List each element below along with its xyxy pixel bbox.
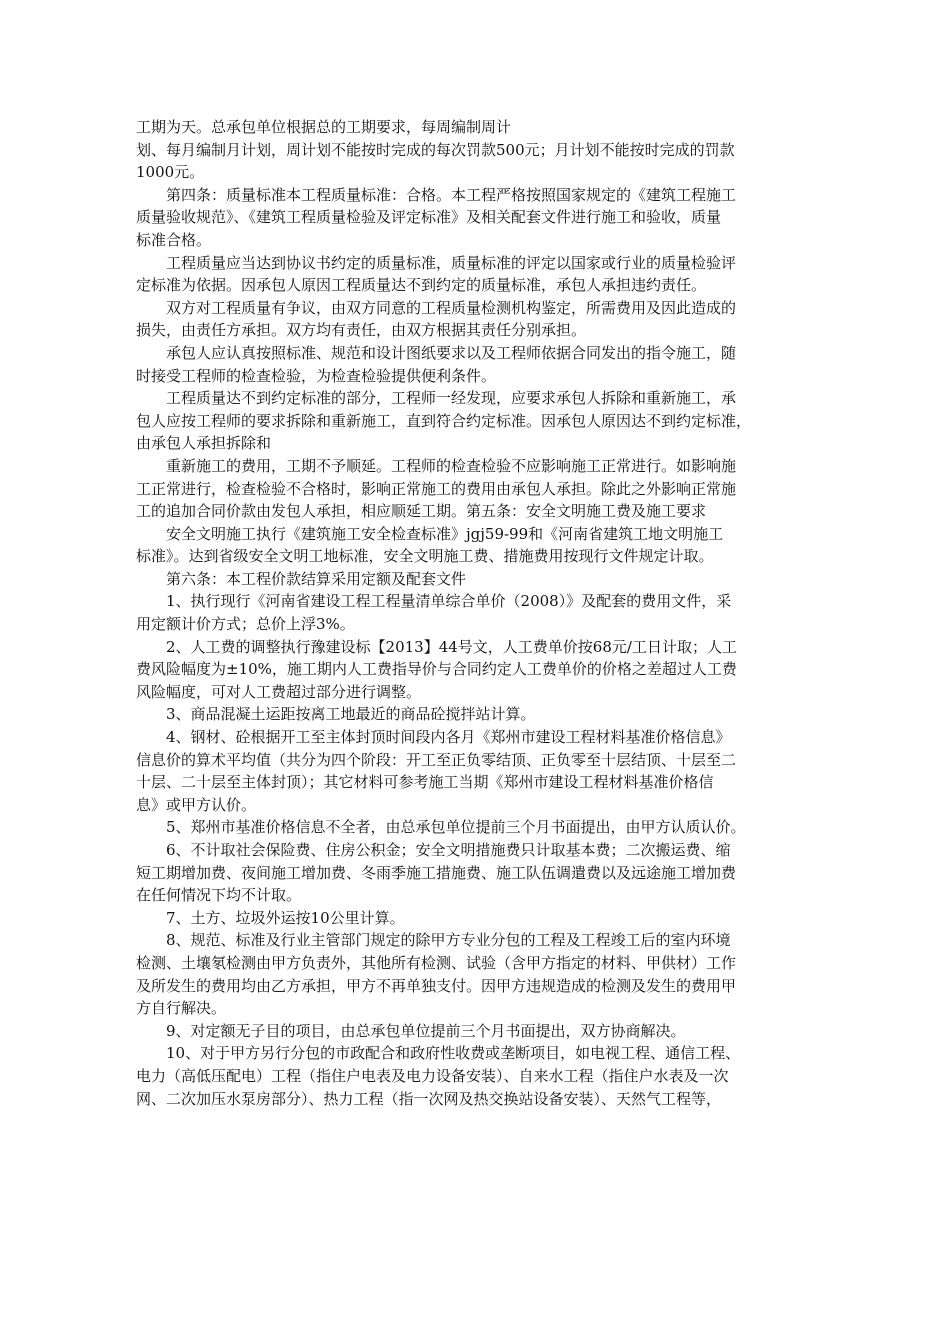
text-line: 工期为天。总承包单位根据总的工期要求，每周编制周计 bbox=[136, 118, 512, 136]
text-line: 第四条：质量标准本工程质量标准：合格。本工程严格按照国家规定的《建筑工程施工 bbox=[166, 185, 737, 204]
text-line: 划、每月编制月计划，周计划不能按时完成的每次罚款500元；月计划不能按时完成的罚款 bbox=[136, 140, 735, 159]
text-line: 9、对定额无子目的项目，由总承包单位提前三个月书面提出，双方协商解决。 bbox=[166, 1021, 686, 1040]
text-line: 由承包人承担拆除和 bbox=[136, 434, 272, 453]
text-line: 7、土方、垃圾外运按10公里计算。 bbox=[166, 908, 405, 927]
text-line: 10、对于甲方另行分包的市政配合和政府性收费或垄断项目，如电视工程、通信工程、 bbox=[166, 1044, 741, 1063]
text-line: 包人应按工程师的要求拆除和重新施工，直到符合约定标准。因承包人原因达不到约定标准， bbox=[136, 411, 752, 430]
text-line: 息》或甲方认价。 bbox=[136, 795, 257, 814]
text-line: 标准》。达到省级安全文明工地标准，安全文明施工费、措施费用按现行文件规定计取。 bbox=[136, 547, 714, 566]
text-line: 短工期增加费、夜间施工增加费、冬雨季施工措施费、施工队伍调遣费以及远途施工增加费 bbox=[136, 863, 737, 882]
text-line: 十层、二十层至主体封顶）；其它材料可参考施工当期《郑州市建设工程材料基准价格信 bbox=[136, 773, 714, 792]
text-line: 1、执行现行《河南省建设工程工程量清单综合单价（2008）》及配套的费用文件，采 bbox=[166, 592, 732, 611]
text-line: 方自行解决。 bbox=[136, 999, 227, 1018]
document-page bbox=[136, 116, 822, 1110]
text-line: 网、二次加压水泵房部分）、热力工程（指一次网及热交换站设备安装）、天然气工程等， bbox=[136, 1089, 722, 1108]
text-line: 安全文明施工执行《建筑施工安全检查标准》jgj59-99和《河南省建筑工地文明施工 bbox=[166, 524, 724, 543]
text-line: 1000元。 bbox=[136, 163, 205, 182]
text-line: 5、郑州市基准价格信息不全者，由总承包单位提前三个月书面提出，由甲方认质认价。 bbox=[166, 818, 746, 837]
text-line: 8、规范、标准及行业主管部门规定的除甲方专业分包的工程及工程竣工后的室内环境 bbox=[166, 931, 731, 950]
text-line: 电力（高低压配电）工程（指住户电表及电力设备安装）、自来水工程（指住户水表及一次 bbox=[136, 1066, 729, 1085]
text-line: 定标准为依据。因承包人原因工程质量达不到约定的质量标准，承包人承担违约责任。 bbox=[136, 276, 707, 295]
text-line: 损失，由责任方承担。双方均有责任，由双方根据其责任分别承担。 bbox=[136, 321, 587, 340]
text-line: 3、商品混凝土运距按离工地最近的商品砼搅拌站计算。 bbox=[166, 705, 536, 724]
text-line: 第六条：本工程价款结算采用定额及配套文件 bbox=[166, 569, 467, 588]
text-line: 工程质量达不到约定标准的部分，工程师一经发现，应要求承包人拆除和重新施工，承 bbox=[166, 389, 737, 408]
text-line: 检测、土壤氡检测由甲方负责外，其他所有检测、试验（含甲方指定的材料、甲供材）工作 bbox=[136, 953, 737, 972]
text-line: 工的追加合同价款由发包人承担，相应顺延工期。第五条：安全文明施工费及施工要求 bbox=[136, 502, 707, 521]
text-line: 风险幅度，可对人工费超过部分进行调整。 bbox=[136, 682, 422, 701]
text-line: 2、人工费的调整执行豫建设标【2013】44号文，人工费单价按68元/工日计取；人工 bbox=[166, 637, 737, 656]
text-line: 用定额计价方式；总价上浮3%。 bbox=[136, 615, 355, 634]
text-line: 及所发生的费用均由乙方承担，甲方不再单独支付。因甲方违规造成的检测及发生的费用甲 bbox=[136, 976, 737, 995]
text-line: 双方对工程质量有争议，由双方同意的工程质量检测机构鉴定，所需费用及因此造成的 bbox=[166, 298, 737, 317]
text-line: 费风险幅度为±10%，施工期内人工费指导价与合同约定人工费单价的价格之差超过人工费 bbox=[136, 660, 737, 679]
text-line: 重新施工的费用，工期不予顺延。工程师的检查检验不应影响施工正常进行。如影响施 bbox=[166, 456, 737, 475]
text-line: 承包人应认真按照标准、规范和设计图纸要求以及工程师依据合同发出的指令施工，随 bbox=[166, 343, 737, 362]
text-line: 工正常进行，检查检验不合格时，影响正常施工的费用由承包人承担。除此之外影响正常施 bbox=[136, 479, 737, 498]
text-line: 质量验收规范》、《建筑工程质量检验及评定标准》及相关配套文件进行施工和验收，质量 bbox=[136, 208, 722, 227]
text-line: 在任何情况下均不计取。 bbox=[136, 886, 302, 905]
text-line: 4、钢材、砼根据开工至主体封顶时间段内各月《郑州市建设工程材料基准价格信息》 bbox=[166, 728, 731, 747]
text-line: 工程质量应当达到协议书约定的质量标准，质量标准的评定以国家或行业的质量检验评 bbox=[166, 253, 737, 272]
text-line: 信息价的算术平均值（共分为四个阶段：开工至正负零结顶、正负零至十层结顶、十层至二 bbox=[136, 750, 737, 769]
text-line: 时接受工程师的检查检验，为检查检验提供便利条件。 bbox=[136, 366, 497, 385]
text-line: 6、不计取社会保险费、住房公积金；安全文明措施费只计取基本费；二次搬运费、缩 bbox=[166, 841, 731, 859]
text-line: 标准合格。 bbox=[136, 230, 212, 249]
